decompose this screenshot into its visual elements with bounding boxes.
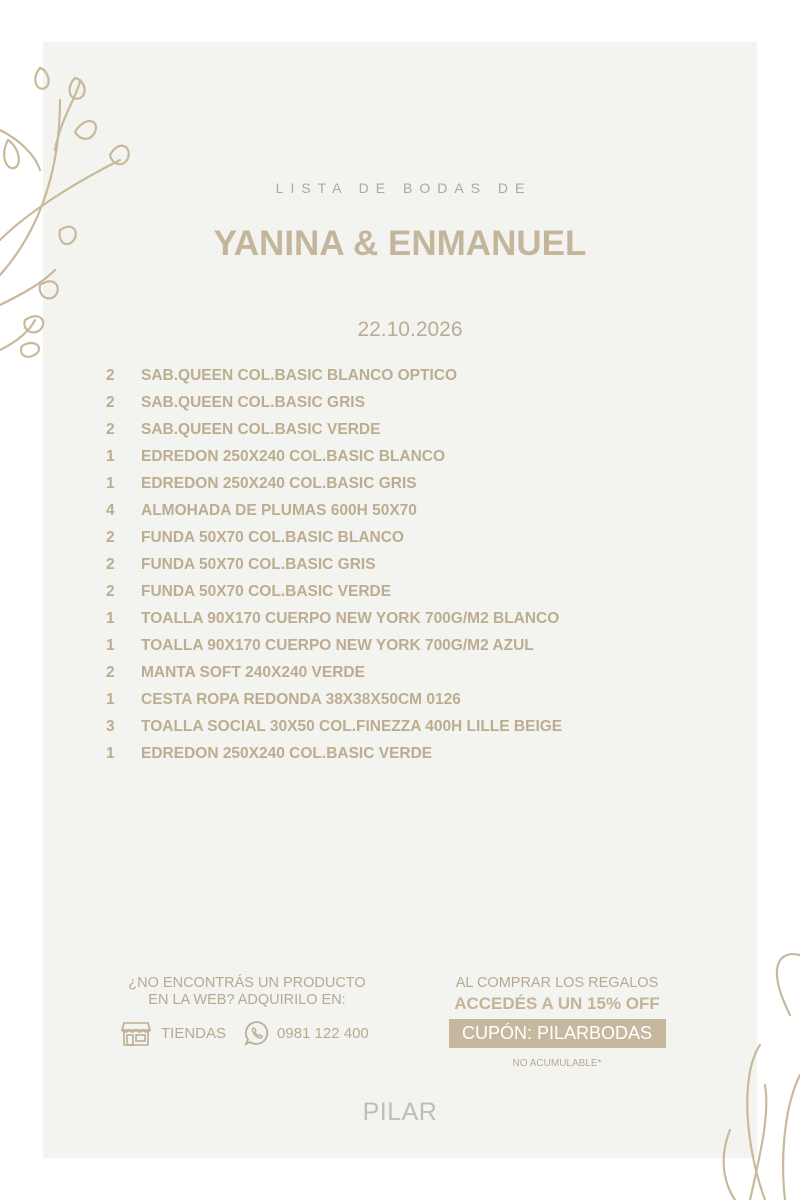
item-name: FUNDA 50X70 COL.BASIC BLANCO (141, 528, 404, 546)
list-item (106, 686, 562, 713)
list-item (106, 470, 562, 497)
item-qty: 1 (106, 690, 115, 708)
item-qty: 1 (106, 609, 115, 627)
promo-line1: AL COMPRAR LOS REGALOS (455, 975, 659, 991)
item-qty: 2 (106, 393, 115, 411)
list-item (106, 740, 562, 767)
item-name: FUNDA 50X70 COL.BASIC VERDE (141, 582, 392, 600)
footer-left-block (112, 975, 382, 1009)
item-qty: 4 (106, 501, 115, 519)
item-name: SAB.QUEEN COL.BASIC GRIS (141, 393, 365, 411)
item-qty: 2 (106, 582, 115, 600)
list-item (106, 551, 562, 578)
floral-branch-decoration (0, 60, 140, 360)
list-item (106, 578, 562, 605)
list-item (106, 497, 562, 524)
floral-branch-decoration (710, 945, 800, 1200)
item-qty: 2 (106, 420, 115, 438)
item-qty: 2 (106, 555, 115, 573)
list-item (106, 389, 562, 416)
item-name: ALMOHADA DE PLUMAS 600H 50X70 (141, 501, 417, 519)
footer-right-block (432, 975, 682, 1069)
coupon-badge: CUPÓN: PILARBODAS (449, 1019, 666, 1048)
item-name: FUNDA 50X70 COL.BASIC GRIS (141, 555, 376, 573)
item-qty: 1 (106, 744, 115, 762)
list-item (106, 524, 562, 551)
eyebrow-text: LISTA DE BODAS DE (275, 180, 532, 196)
wedding-date: 22.10.2026 (357, 318, 463, 341)
brand-logo: PILAR (362, 1098, 438, 1126)
list-item (106, 605, 562, 632)
item-name: CESTA ROPA REDONDA 38X38X50CM 0126 (141, 690, 461, 708)
couple-names: YANINA & ENMANUEL (213, 224, 587, 263)
item-name: EDREDON 250X240 COL.BASIC BLANCO (141, 447, 446, 465)
item-name: EDREDON 250X240 COL.BASIC GRIS (141, 474, 417, 492)
item-name: SAB.QUEEN COL.BASIC VERDE (141, 420, 381, 438)
list-item (106, 659, 562, 686)
item-name: TOALLA SOCIAL 30X50 COL.FINEZZA 400H LILLE BEIGE (141, 717, 563, 735)
contact-row (121, 1020, 369, 1046)
footer-left-line2: EN LA WEB? ADQUIRILO EN: (148, 992, 346, 1008)
item-qty: 2 (106, 528, 115, 546)
item-qty: 1 (106, 636, 115, 654)
list-item (106, 713, 562, 740)
footer-left-line1: ¿NO ENCONTRÁS UN PRODUCTO (128, 975, 366, 991)
stores-link[interactable]: TIENDAS (161, 1024, 227, 1042)
item-qty: 1 (106, 474, 115, 492)
list-item (106, 362, 562, 389)
item-name: TOALLA 90X170 CUERPO NEW YORK 700G/M2 AZUL (141, 636, 534, 654)
item-qty: 2 (106, 366, 115, 384)
promo-line2: ACCEDÉS A UN 15% OFF (454, 994, 660, 1013)
gift-list (106, 362, 562, 767)
item-qty: 2 (106, 663, 115, 681)
item-qty: 1 (106, 447, 115, 465)
fineprint: NO ACUMULABLE* (512, 1058, 602, 1069)
item-name: EDREDON 250X240 COL.BASIC VERDE (141, 744, 433, 762)
list-item (106, 443, 562, 470)
whatsapp-icon (244, 1020, 270, 1046)
phone-link[interactable]: 0981 122 400 (277, 1024, 369, 1042)
item-name: SAB.QUEEN COL.BASIC BLANCO OPTICO (141, 366, 458, 384)
list-item (106, 632, 562, 659)
item-name: TOALLA 90X170 CUERPO NEW YORK 700G/M2 BLANCO (141, 609, 560, 627)
list-item (106, 416, 562, 443)
item-qty: 3 (106, 717, 115, 735)
store-icon (121, 1020, 151, 1046)
item-name: MANTA SOFT 240X240 VERDE (141, 663, 365, 681)
